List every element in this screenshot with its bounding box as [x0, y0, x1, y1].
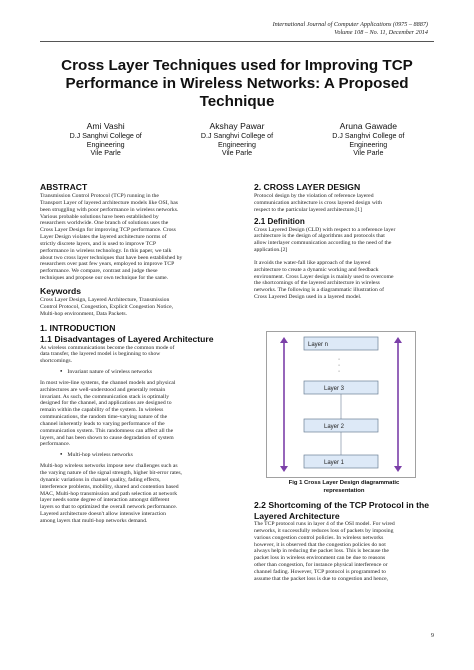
author-affiliation: Engineering	[349, 140, 388, 149]
layer-label: Layer 3	[324, 386, 345, 392]
layer-label: Layer n	[308, 342, 329, 348]
cross-layer-diagram	[266, 331, 416, 478]
text-line: Layered architecture doesn't allow intensive interaction	[40, 511, 166, 518]
text-line: Control Protocol, Congestion, Explicit Congestion Notice,	[40, 303, 174, 310]
text-line: techniques and propose our own technique for the same.	[40, 275, 169, 282]
text-line: architecture to create a dynamic working and feedback	[254, 266, 379, 273]
text-line: been struggling with poor performance in wireless networks.	[40, 206, 179, 213]
text-line: networks, it successfully reduces loss of packets by imposing	[254, 527, 394, 534]
text-line: It avoids the water-fall like approach of the layered	[254, 259, 371, 266]
text-line: architecture is the design of algorithms and protocols that	[254, 233, 385, 240]
layer-label: Layer 2	[324, 424, 345, 430]
text-line: channel fading. However, TCP protocol is programmed to	[254, 568, 386, 575]
text-line: remain within the capability of the system. In wireless	[40, 407, 164, 414]
author-name: Aruna Gawade	[339, 121, 397, 131]
text-line: layers, and has been shown to cause degradation of system	[40, 434, 174, 441]
left-column	[40, 182, 220, 525]
caption-line: representation	[323, 487, 365, 494]
text-line: packet loss in wireless environment can be due to reasons	[254, 555, 386, 562]
keywords-heading: Keywords	[40, 285, 82, 296]
section-1-1-paragraph	[40, 380, 220, 448]
text-line: Layer Design violates the layered architecture norms of	[40, 234, 167, 241]
right-column	[254, 182, 434, 301]
text-line: As wireless communications become the common mode of	[40, 344, 175, 351]
text-line: environment. Cross Layer design is mainly used to overcome	[254, 273, 394, 280]
text-line: however, it is observed that the congestion policies do not	[254, 541, 386, 548]
bullet-item: ● Multi-hop wireless networks	[40, 452, 220, 459]
author-block	[40, 121, 434, 158]
paper-title	[40, 57, 434, 110]
text-line: channel inherently leads to varying performance of the	[40, 420, 165, 427]
ellipsis-dots: ·	[337, 362, 341, 369]
ellipsis-dots: ·	[337, 356, 341, 363]
author-affiliation: D.J Sanghvi College of	[200, 132, 274, 140]
abstract-heading: ABSTRACT	[40, 182, 88, 192]
text-line: the shortcomings of the layered architecture in wireless	[254, 280, 380, 287]
journal-name: International Journal of Computer Applications (0975 – 8887)	[272, 21, 428, 28]
author-affiliation: D.J Sanghvi College of	[69, 132, 142, 140]
text-line: Cross Layered Design (CLD) with respect to a reference layer	[254, 226, 396, 233]
text-line: Protocol design by the violation of reference layered	[254, 193, 374, 199]
figure-caption	[254, 480, 434, 495]
text-line: Cross Layer Design, Layered Architecture, Transmission	[40, 296, 170, 303]
text-line: networks. The following is a diagrammatic illustration of	[254, 287, 385, 294]
author-name: Ami Vashi	[86, 121, 125, 131]
text-line: Transport Layer of layered architecture models like OSI, has	[40, 199, 178, 206]
section-2-1-heading: 2.1 Definition	[254, 216, 305, 226]
text-line: shortcomings.	[40, 358, 73, 365]
layer-label: Layer 1	[324, 460, 345, 466]
text-line: various congestion control policies. In wireless networks	[254, 534, 384, 541]
text-line: communication system. This randomness can affect all the	[40, 427, 174, 434]
text-line: performance. We compare, contrast and judge these	[40, 268, 158, 275]
text-line: Transmission Control Protocol (TCP) running in the	[40, 193, 159, 199]
text-line: layers so that to optimized the overall network performance.	[40, 504, 178, 511]
section-2-1-paragraph	[254, 227, 434, 254]
section-2-heading: 2. CROSS LAYER DESIGN	[254, 182, 361, 192]
ellipsis-dots: ·	[337, 368, 341, 375]
author	[303, 121, 434, 158]
section-2-paragraph	[254, 193, 434, 214]
author-city: Vile Parle	[221, 149, 253, 158]
caption-line: Fig 1 Cross Layer Design diagrammatic	[288, 480, 400, 486]
text-line: Various probable solutions have been established by	[40, 213, 159, 220]
title-line: Performance in Wireless Networks: A Proposed	[65, 74, 409, 92]
text-line: other than congestion, for instance physical interference or	[254, 562, 388, 569]
text-line: Cross Layered Design used in a layered model.	[254, 294, 362, 301]
section-1-1-heading: 1.1 Disadvantages of Layered Architecture	[40, 333, 214, 344]
journal-volume: Volume 108 – No. 11, December 2014	[334, 29, 428, 37]
text-line: about two cross layer techniques that have been established by	[40, 254, 183, 261]
bullet-item: ● Invariant nature of wireless networks	[40, 369, 220, 376]
title-line: Cross Layer Techniques used for Improving TCP	[61, 57, 413, 74]
text-line: layer needs some degree of interaction amongst different	[40, 497, 170, 504]
text-line: interference problems, mobility, shared and contention based	[40, 483, 179, 490]
text-line: researchers worldwide. One branch of solutions uses the	[40, 220, 169, 227]
section-2-1-paragraph	[254, 260, 434, 301]
author	[171, 121, 302, 158]
author-city: Vile Parle	[353, 149, 384, 158]
text-line: application.[2]	[254, 247, 288, 254]
text-line: communication architecture is cross layered design with	[254, 199, 382, 206]
text-line: respect to the particular layered architecture.[1]	[254, 206, 363, 213]
journal-header	[148, 21, 428, 38]
author-affiliation: D.J Sanghvi College of	[332, 132, 405, 140]
text-line: designed for the channel, and applications are designed to	[40, 400, 172, 407]
text-line: researchers over past few years, employed to improve TCP	[40, 261, 175, 268]
author-affiliation: Engineering	[86, 140, 125, 149]
text-line: In most wire-line systems, the channel models and physical	[40, 379, 176, 386]
right-column-lower	[254, 500, 434, 583]
author-name: Akshay Pawar	[209, 121, 265, 131]
introduction-heading: 1. INTRODUCTION	[40, 322, 116, 333]
text-line: Multi-hop wireless networks impose new challenges such as	[40, 463, 178, 470]
text-line: dynamic variations in channel quality, fading effects,	[40, 476, 161, 483]
section-1-1-paragraph	[40, 463, 220, 525]
text-line: always help in reducing the packet loss. This is because the	[254, 548, 389, 555]
author-affiliation: Engineering	[218, 140, 256, 149]
text-line: data transfer, the layered model is beginning to show	[40, 351, 161, 358]
text-line: assume that the packet loss is due to congestion and hence,	[254, 575, 389, 582]
text-line: among layers that multi-hop networks demand.	[40, 517, 148, 524]
header-rule	[40, 41, 434, 42]
text-line: architectures are well-understood and generally remain	[40, 386, 166, 393]
section-1-1-paragraph	[40, 345, 220, 366]
text-line: the varying nature of the signal strength, higher bit-error rates,	[40, 470, 182, 476]
text-line: allow interlayer communication according to the need of the	[254, 240, 392, 247]
keywords-body	[40, 297, 220, 318]
text-line: Multi-hop environment, Data Packets.	[40, 310, 128, 317]
text-line: MAC, Multi-hop transmission and path selection at network	[40, 490, 178, 497]
abstract-body	[40, 193, 220, 282]
section-2-2-heading: 2.2 Shortcoming of the TCP Protocol in the Layered Architecture	[254, 500, 430, 521]
author	[40, 121, 171, 158]
text-line: strictly discrete layers, and is used to improve TCP	[40, 240, 156, 247]
page-number: 9	[430, 632, 434, 639]
text-line: performance.	[40, 441, 71, 448]
text-line: communications, the random time-varying nature of the	[40, 414, 168, 421]
title-line: Technique	[199, 92, 275, 110]
text-line: invariant. As such, the communication stack is optimally	[40, 393, 170, 400]
text-line: Cross Layer Design for improving TCP performance. Cross	[40, 227, 176, 234]
text-line: performance in wireless technology. In this paper, we talk	[40, 247, 172, 254]
section-2-2-paragraph	[254, 521, 434, 583]
text-line: The TCP protocol runs in layer 4 of the OSI model. For wired	[254, 521, 395, 527]
author-city: Vile Parle	[90, 149, 121, 158]
